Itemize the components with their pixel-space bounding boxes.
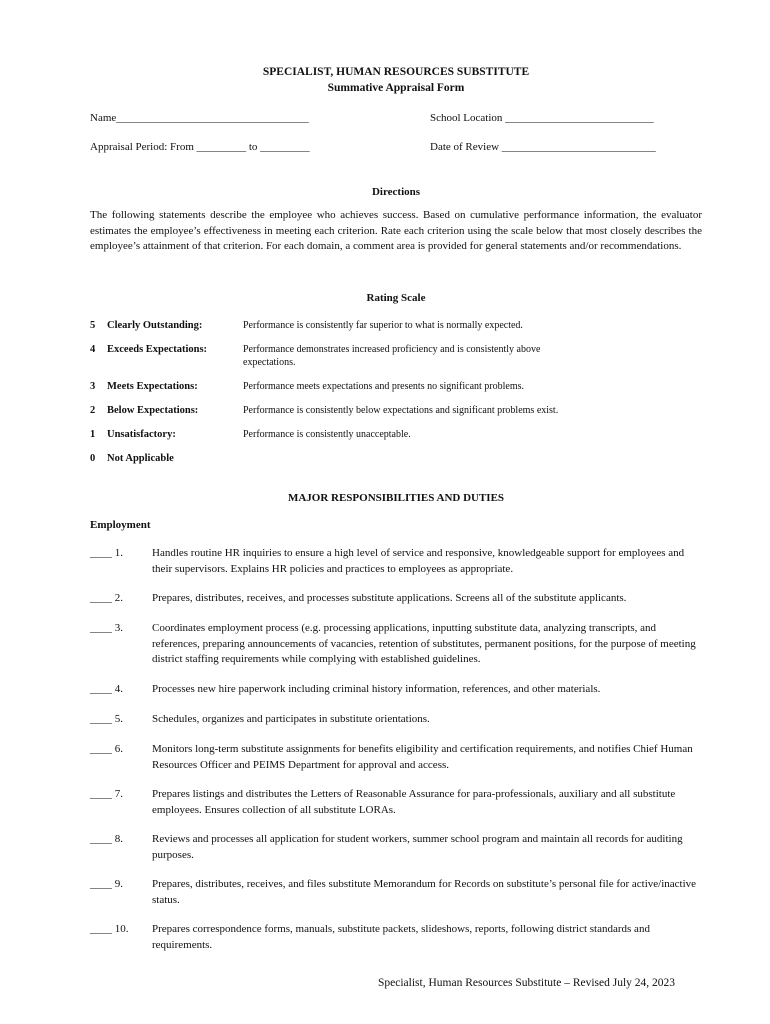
name-field[interactable]: Name___________________________________	[90, 112, 309, 124]
scale-number: 4	[90, 344, 96, 355]
appraisal-period-field[interactable]: Appraisal Period: From _________ to _________	[90, 141, 310, 153]
scale-description	[243, 452, 702, 466]
page-footer: Specialist, Human Resources Substitute – Revised July 24, 2023	[378, 977, 676, 989]
rating-blank[interactable]: ____ 4.	[90, 683, 123, 695]
directions-text: The following statements describe the employee who achieves success. Based on cumulative performance information, the evaluator estimates the employee’s effectiveness in meeting each criterion. Rate each criterion using the scale below that most closely describes the employee’s attainment of that criterion. For each domain, a comment area is provided for general statements and/or recommendations.	[90, 209, 702, 252]
period-review-row	[90, 140, 702, 155]
scale-label: Unsatisfactory:	[107, 429, 176, 440]
duty-text: Processes new hire paperwork including criminal history information, references, and other materials.	[152, 683, 601, 695]
list-item	[90, 742, 702, 773]
employment-section-heading: Employment	[90, 519, 151, 531]
rating-blank[interactable]: ____ 5.	[90, 713, 123, 725]
duty-text: Schedules, organizes and participates in substitute orientations.	[152, 713, 430, 725]
scale-description: Performance is consistently far superior to what is normally expected.	[243, 320, 523, 331]
scale-row-5	[90, 319, 702, 333]
rating-blank[interactable]: ____ 7.	[90, 788, 123, 800]
list-item	[90, 712, 702, 728]
scale-label: Exceeds Expectations:	[107, 344, 208, 355]
list-item	[90, 546, 702, 577]
rating-blank[interactable]: ____ 1.	[90, 547, 123, 559]
duty-text: Prepares listings and distributes the Letters of Reasonable Assurance for para-professionals, auxiliary and all substitute employees. Ensures collection of all substitute LORAs.	[152, 788, 676, 816]
scale-number: 0	[90, 453, 96, 464]
duty-text: Prepares, distributes, receives, and processes substitute applications. Screens all of the substitute applicants.	[152, 592, 627, 604]
duty-text: Monitors long-term substitute assignments for benefits eligibility and certification requirements, and notifies Chief Human Resources Officer and PEIMS Department for approval and access.	[152, 743, 693, 771]
scale-number: 5	[90, 320, 96, 331]
scale-label: Meets Expectations:	[107, 381, 198, 392]
scale-description: Performance is consistently unacceptable.	[243, 429, 411, 440]
scale-description: Performance is consistently below expectations and significant problems exist.	[243, 405, 559, 416]
rating-blank[interactable]: ____ 8.	[90, 833, 123, 845]
form-subtitle: Summative Appraisal Form	[327, 82, 465, 94]
rating-blank[interactable]: ____ 9.	[90, 878, 123, 890]
scale-row-0	[90, 452, 702, 466]
school-location-field[interactable]: School Location ___________________________	[430, 112, 654, 124]
scale-description: Performance meets expectations and presents no significant problems.	[243, 381, 525, 392]
scale-row-1	[90, 428, 702, 442]
scale-number: 2	[90, 405, 96, 416]
rating-scale-heading: Rating Scale	[366, 292, 426, 304]
scale-row-4	[90, 343, 702, 369]
list-item	[90, 621, 702, 668]
duty-text: Prepares, distributes, receives, and files substitute Memorandum for Records on substitute’s personal file for active/inactive status.	[152, 878, 697, 906]
list-item	[90, 682, 702, 698]
rating-blank[interactable]: ____ 10.	[90, 923, 129, 935]
scale-row-2	[90, 404, 702, 418]
scale-label: Not Applicable	[107, 453, 174, 464]
duties-heading: MAJOR RESPONSIBILITIES AND DUTIES	[287, 492, 505, 504]
duty-text: Handles routine HR inquiries to ensure a high level of service and responsive, knowledgeable support for employees and their supervisors. Explains HR policies and practices to employees as appropriate.	[152, 547, 685, 575]
rating-blank[interactable]: ____ 3.	[90, 622, 123, 634]
appraisal-form-page	[90, 64, 702, 951]
scale-label: Clearly Outstanding:	[107, 320, 203, 331]
list-item	[90, 922, 702, 953]
list-item	[90, 787, 702, 818]
list-item	[90, 832, 702, 863]
directions-heading: Directions	[371, 186, 421, 198]
rating-blank[interactable]: ____ 2.	[90, 592, 123, 604]
scale-row-3	[90, 380, 702, 394]
scale-number: 3	[90, 381, 96, 392]
scale-number: 1	[90, 429, 96, 440]
scale-label: Below Expectations:	[107, 405, 199, 416]
duty-text: Reviews and processes all application for student workers, summer school program and maintain all records for auditing purposes.	[152, 833, 683, 861]
date-of-review-field[interactable]: Date of Review ____________________________	[430, 141, 656, 153]
name-location-row	[90, 111, 702, 126]
list-item	[90, 877, 702, 908]
scale-description: Performance demonstrates increased proficiency and is consistently above expectations.	[243, 344, 541, 368]
list-item	[90, 591, 702, 607]
form-title: SPECIALIST, HUMAN RESOURCES SUBSTITUTE	[262, 66, 530, 78]
duty-text: Prepares correspondence forms, manuals, substitute packets, slideshows, reports, following district standards and requirements.	[152, 923, 650, 951]
rating-blank[interactable]: ____ 6.	[90, 743, 123, 755]
duty-text: Coordinates employment process (e.g. processing applications, inputting substitute data, analyzing transcripts, and references, preparing announcements of vacancies, retention of substitutes, permanent positions, for the purpose of meeting district staffing requirements while complying with established guidelines.	[152, 622, 696, 665]
